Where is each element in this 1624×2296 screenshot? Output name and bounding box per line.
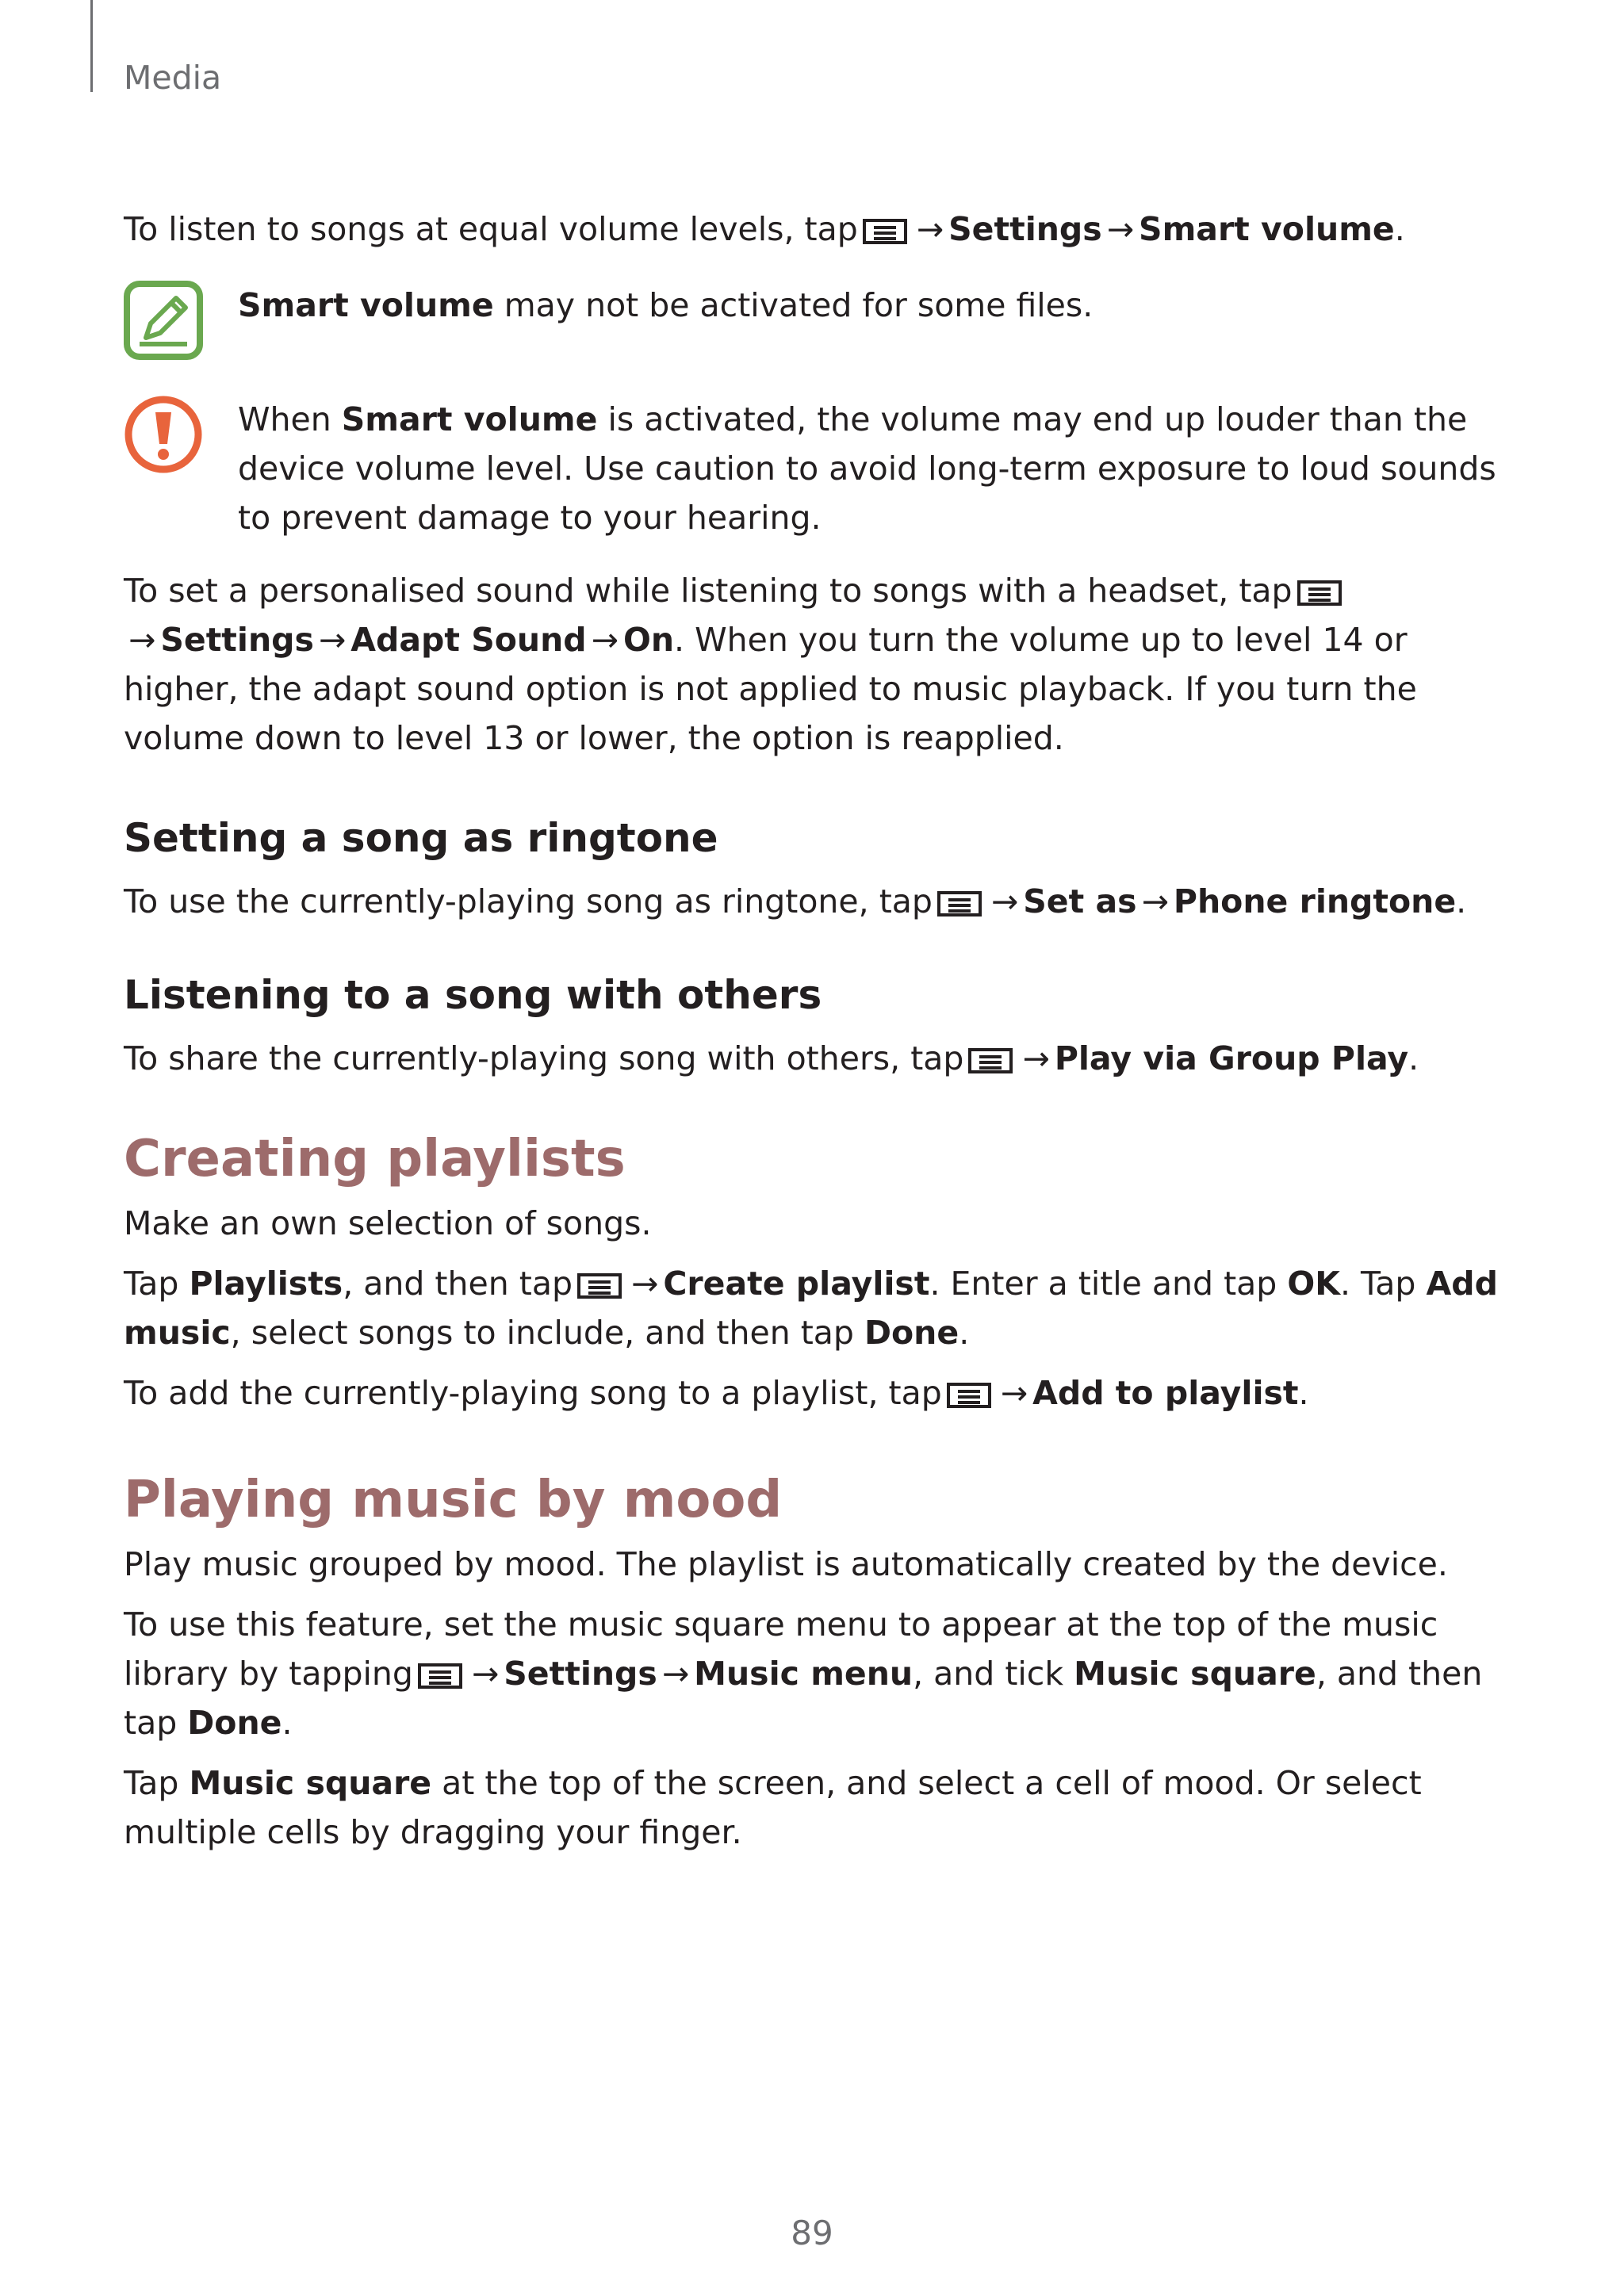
text: at the top of the screen, and select a cell of mood. Or select multiple cells by dragging your finger. [124, 1764, 1422, 1851]
text: . Tap [1339, 1265, 1427, 1303]
heading-music-by-mood: Playing music by mood [124, 1471, 783, 1529]
arrow: → [1106, 210, 1135, 248]
page-content [124, 205, 1503, 1857]
text: is activated, the volume may end up louder than the device volume level. Use caution to avoid long-term exposure to loud sounds to prevent damage to your hearing. [238, 400, 1496, 537]
text: To add the currently-playing song to a playlist, tap [124, 1374, 942, 1412]
text: To use the currently-playing song as ringtone, tap [124, 882, 933, 920]
text: , and then tap [124, 1655, 1483, 1742]
menu-icon [418, 1663, 462, 1689]
arrow: → [1022, 1039, 1050, 1077]
paragraph-create-playlist [124, 1259, 1503, 1357]
heading-listen-with-others: Listening to a song with others [124, 972, 822, 1018]
heading-creating-playlists: Creating playlists [124, 1130, 626, 1188]
text: To listen to songs at equal volume levels, tap [124, 210, 858, 248]
text: , select songs to include, and then tap [230, 1314, 864, 1352]
bold-term: Music square [189, 1764, 432, 1802]
paragraph-group-play [124, 1034, 1503, 1083]
bold-term: Settings [160, 621, 314, 659]
bold-term: Set as [1023, 882, 1137, 920]
note-text [238, 281, 1503, 330]
text: To set a personalised sound while listening to songs with a headset, tap [124, 572, 1293, 610]
paragraph-mood-intro: Play music grouped by mood. The playlist is automatically created by the device. [124, 1545, 1448, 1583]
arrow: → [318, 621, 347, 659]
text: When [238, 400, 342, 438]
menu-icon [937, 890, 982, 917]
text: . [1456, 882, 1467, 920]
text: . Enter a title and tap [929, 1265, 1288, 1303]
paragraph-smart-volume [124, 205, 1503, 254]
text: . [1298, 1374, 1309, 1412]
menu-icon [577, 1272, 622, 1299]
arrow: → [1000, 1374, 1028, 1412]
arrow: → [471, 1655, 500, 1693]
header-rule [90, 0, 93, 92]
text: . [282, 1704, 293, 1742]
menu-icon [947, 1382, 991, 1409]
warning-icon [124, 395, 203, 474]
paragraph-adapt-sound [124, 566, 1503, 763]
bold-term: Done [864, 1314, 959, 1352]
bold-term: Smart volume [1139, 210, 1395, 248]
bold-term: On [623, 621, 675, 659]
text: Tap [124, 1265, 190, 1303]
note-pencil-icon [124, 281, 203, 360]
bold-term: Create playlist [663, 1265, 930, 1303]
warning-text [238, 395, 1503, 542]
bold-term: Smart volume [341, 400, 598, 438]
arrow: → [1141, 882, 1169, 920]
paragraph-ringtone [124, 877, 1503, 926]
text: To use this feature, set the music square menu to appear at the top of the music library by tapping [124, 1605, 1438, 1693]
text: To share the currently-playing song with others, tap [124, 1039, 964, 1077]
note-callout [124, 281, 1503, 360]
bold-term: Music square [1074, 1655, 1316, 1693]
text: Tap [124, 1764, 190, 1802]
arrow: → [128, 621, 156, 659]
text: . [1408, 1039, 1419, 1077]
arrow: → [630, 1265, 659, 1303]
arrow: → [661, 1655, 690, 1693]
paragraph-playlists-intro: Make an own selection of songs. [124, 1204, 652, 1242]
paragraph-mood-setup [124, 1600, 1503, 1747]
arrow: → [916, 210, 944, 248]
arrow: → [591, 621, 619, 659]
bold-term: Smart volume [238, 286, 494, 324]
menu-icon [1297, 580, 1342, 607]
text: may not be activated for some files. [493, 286, 1094, 324]
arrow: → [990, 882, 1019, 920]
bold-term: Music menu [694, 1655, 914, 1693]
bold-term: OK [1287, 1265, 1340, 1303]
bold-term: Phone ringtone [1173, 882, 1457, 920]
menu-icon [863, 218, 907, 245]
bold-term: Done [187, 1704, 282, 1742]
bold-term: Add to playlist [1032, 1374, 1299, 1412]
paragraph-add-to-playlist [124, 1368, 1503, 1418]
paragraph-mood-select [124, 1758, 1503, 1857]
text: , and then tap [343, 1265, 573, 1303]
bold-term: Settings [948, 210, 1102, 248]
section-header: Media [124, 59, 222, 97]
text: . [1394, 210, 1405, 248]
text: . When you turn the volume up to level 14 or higher, the adapt sound option is not applied to music playback. If you turn the volume down to level 13 or lower, the option is reapplied. [124, 621, 1417, 757]
bold-term: Playlists [189, 1265, 343, 1303]
text: . [959, 1314, 970, 1352]
menu-icon [968, 1047, 1013, 1074]
text: , and tick [913, 1655, 1074, 1693]
warning-callout [124, 395, 1503, 542]
bold-term: Play via Group Play [1054, 1039, 1409, 1077]
bold-term: Adapt Sound [350, 621, 587, 659]
bold-term: Settings [504, 1655, 657, 1693]
bold-term: Add music [124, 1265, 1498, 1352]
heading-ringtone: Setting a song as ringtone [124, 815, 718, 861]
page-number: 89 [791, 2214, 833, 2252]
